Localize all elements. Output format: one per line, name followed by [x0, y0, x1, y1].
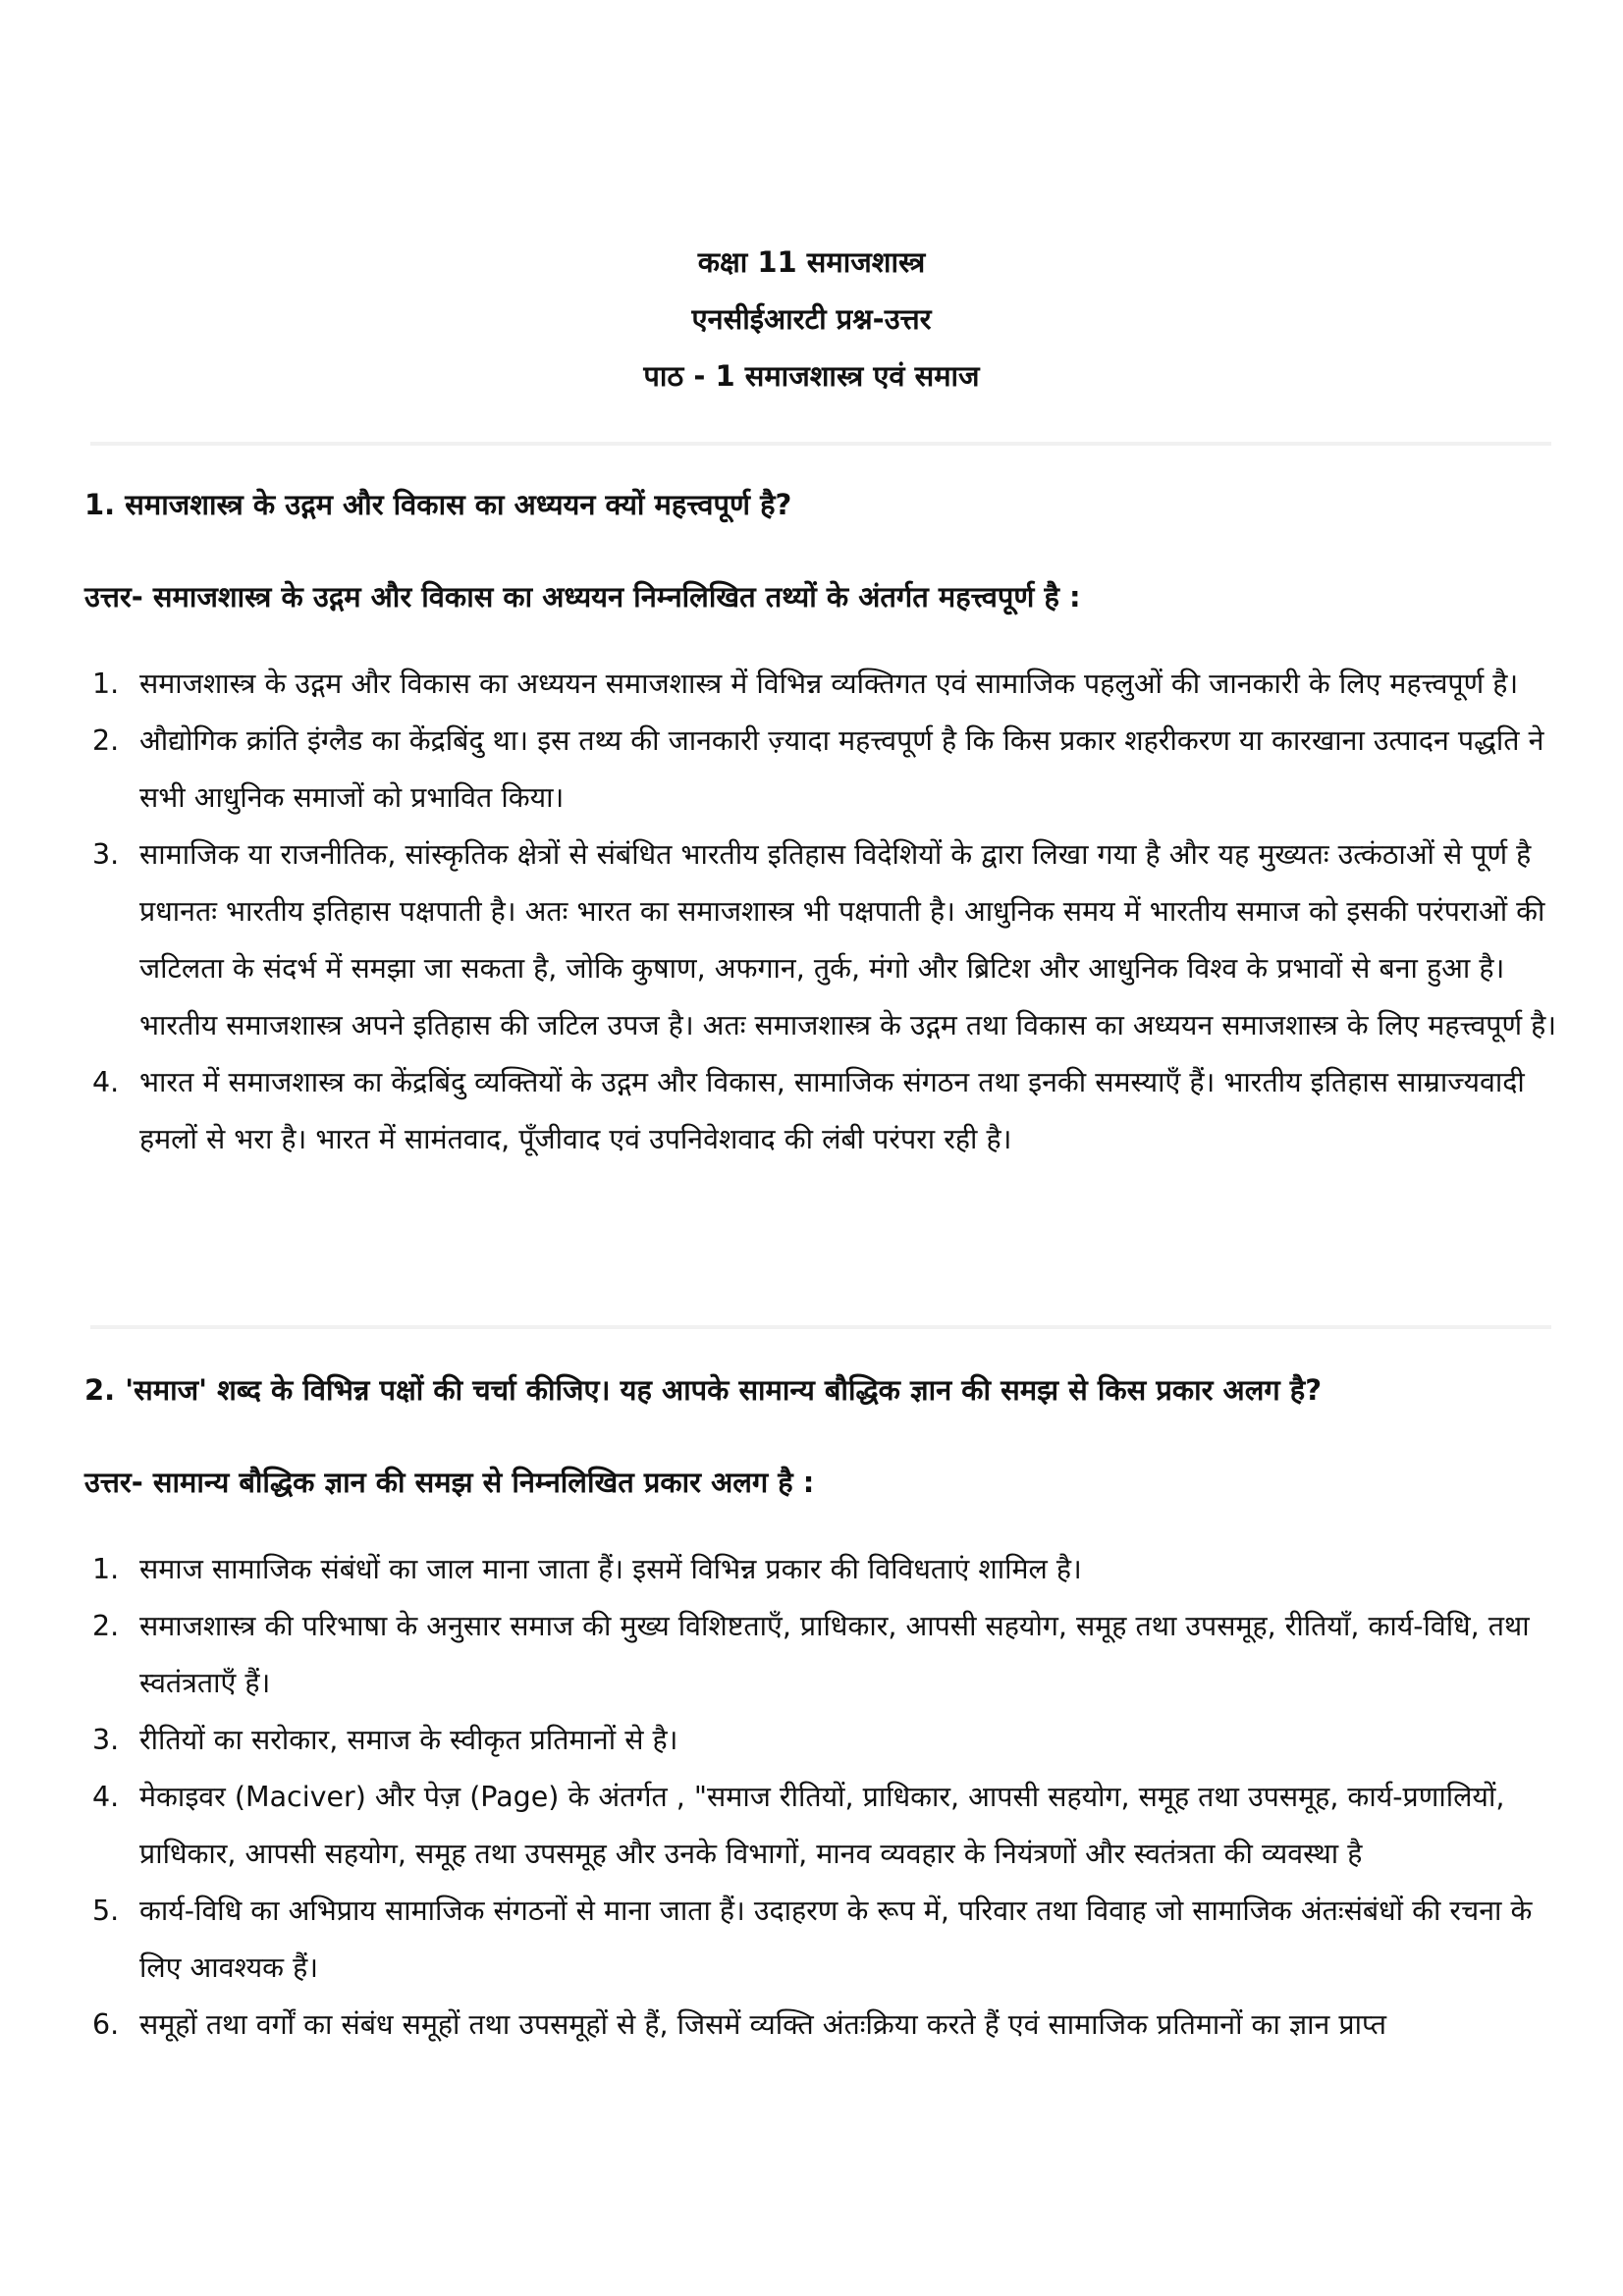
list-item: 6. समूहों तथा वर्गों का संबंध समूहों तथा उपसमूहों से हैं, जिसमें व्यक्ति अंतःक्रिया करते हैं एवं सामाजिक प्रतिमानों का ज्ञान प्राप्त — [92, 2008, 1387, 2041]
list-item: 1. समाज सामाजिक संबंधों का जाल माना जाता हैं। इसमें विभिन्न प्रकार की विविधताएं शामिल है। — [92, 1553, 1082, 1585]
divider — [90, 442, 1551, 446]
list-item: 5. कार्य-विधि का अभिप्राय सामाजिक संगठनों से माना जाता हैं। उदाहरण के रूप में, परिवार तथा विवाह जो सामाजिक अंतःसंबंधों की रचना के लिए आवश्यक हैं। — [92, 1895, 1533, 1984]
list-item: 3. सामाजिक या राजनीतिक, सांस्कृतिक क्षेत्रों से संबंधित भारतीय इतिहास विदेशियों के द्वारा लिखा गया है और यह मुख्यतः उत्कंठाओं से पूर्ण है प्रधानतः भारतीय इतिहास पक्षपाती है। अतः भारत का समाजशास्त्र भी पक्षपाती है। आधुनिक समय में भारतीय समाज को इसकी परंपराओं की जटिलता के संदर्भ में समझा जा सकता है, जोकि कुषाण, अफगान, तुर्क, मंगो और ब्रिटिश और आधुनिक विश्व के प्रभावों से बना हुआ है। भारतीय समाजशास्त्र अपने इतिहास की जटिल उपज है। अतः समाजशास्त्र के उद्गम तथा विकास का अध्ययन समाजशास्त्र के लिए महत्त्वपूर्ण है। — [92, 838, 1557, 1041]
list-item: 4. भारत में समाजशास्त्र का केंद्रबिंदु व्यक्तियों के उद्गम और विकास, सामाजिक संगठन तथा इनकी समस्याएँ हैं। भारतीय इतिहास साम्राज्यवादी हमलों से भरा है। भारत में सामंतवाद, पूँजीवाद एवं उपनिवेशवाद की लंबी परंपरा रही है। — [92, 1066, 1525, 1155]
list-item: 1. समाजशास्त्र के उद्गम और विकास का अध्ययन समाजशास्त्र में विभिन्न व्यक्तिगत एवं सामाजिक पहलुओं की जानकारी के लिए महत्त्वपूर्ण है। — [92, 667, 1519, 700]
list-item: 2. समाजशास्त्र की परिभाषा के अनुसार समाज की मुख्य विशिष्टताएँ, प्राधिकार, आपसी सहयोग, समूह तथा उपसमूह, रीतियाँ, कार्य-विधि, तथा स्वतंत्रताएँ हैं। — [92, 1610, 1530, 1699]
question-1-text: 1. समाजशास्त्र के उद्गम और विकास का अध्ययन क्यों महत्त्वपूर्ण है? — [84, 488, 792, 521]
answer-2-lead: उत्तर- सामान्य बौद्धिक ज्ञान की समझ से निम्नलिखित प्रकार अलग है : — [84, 1466, 815, 1499]
series-title: एनसीईआरटी प्रश्न-उत्तर — [691, 302, 932, 336]
answer-1-lead: उत्तर- समाजशास्त्र के उद्गम और विकास का अध्ययन निम्नलिखित तथ्यों के अंतर्गत महत्त्वपूर्ण है : — [84, 580, 1081, 614]
answer-1-list — [84, 656, 1557, 1168]
question-2-section — [84, 1370, 1557, 2254]
list-item: 2. औद्योगिक क्रांति इंग्लैड का केंद्रबिंदु था। इस तथ्य की जानकारी ज़्यादा महत्त्वपूर्ण है कि किस प्रकार शहरीकरण या कारखाना उत्पादन पद्धति ने सभी आधुनिक समाजों को प्रभावित किया। — [92, 724, 1544, 814]
list-item: 4. मेकाइवर (Maciver) और पेज़ (Page) के अंतर्गत , "समाज रीतियों, प्राधिकार, आपसी सहयोग, समूह तथा उपसमूह, कार्य-प्रणालियों, प्राधिकार, आपसी सहयोग, समूह तथा उपसमूह और उनके विभागों, मानव व्यवहार के नियंत्रणों और स्वतंत्रता की व्यवस्था है — [92, 1781, 1505, 1870]
class-title: कक्षा 11 समाजशास्त्र — [697, 245, 926, 279]
question-1-section — [84, 485, 1557, 1300]
document-header — [0, 234, 1623, 404]
list-item: 3. रीतियों का सरोकार, समाज के स्वीकृत प्रतिमानों से है। — [92, 1724, 678, 1756]
divider — [90, 1325, 1551, 1329]
chapter-title: पाठ - 1 समाजशास्त्र एवं समाज — [643, 359, 980, 393]
question-2-text: 2. 'समाज' शब्द के विभिन्न पक्षों की चर्चा कीजिए। यह आपके सामान्य बौद्धिक ज्ञान की समझ से किस प्रकार अलग है? — [84, 1373, 1323, 1407]
answer-2-list — [84, 1541, 1557, 2054]
